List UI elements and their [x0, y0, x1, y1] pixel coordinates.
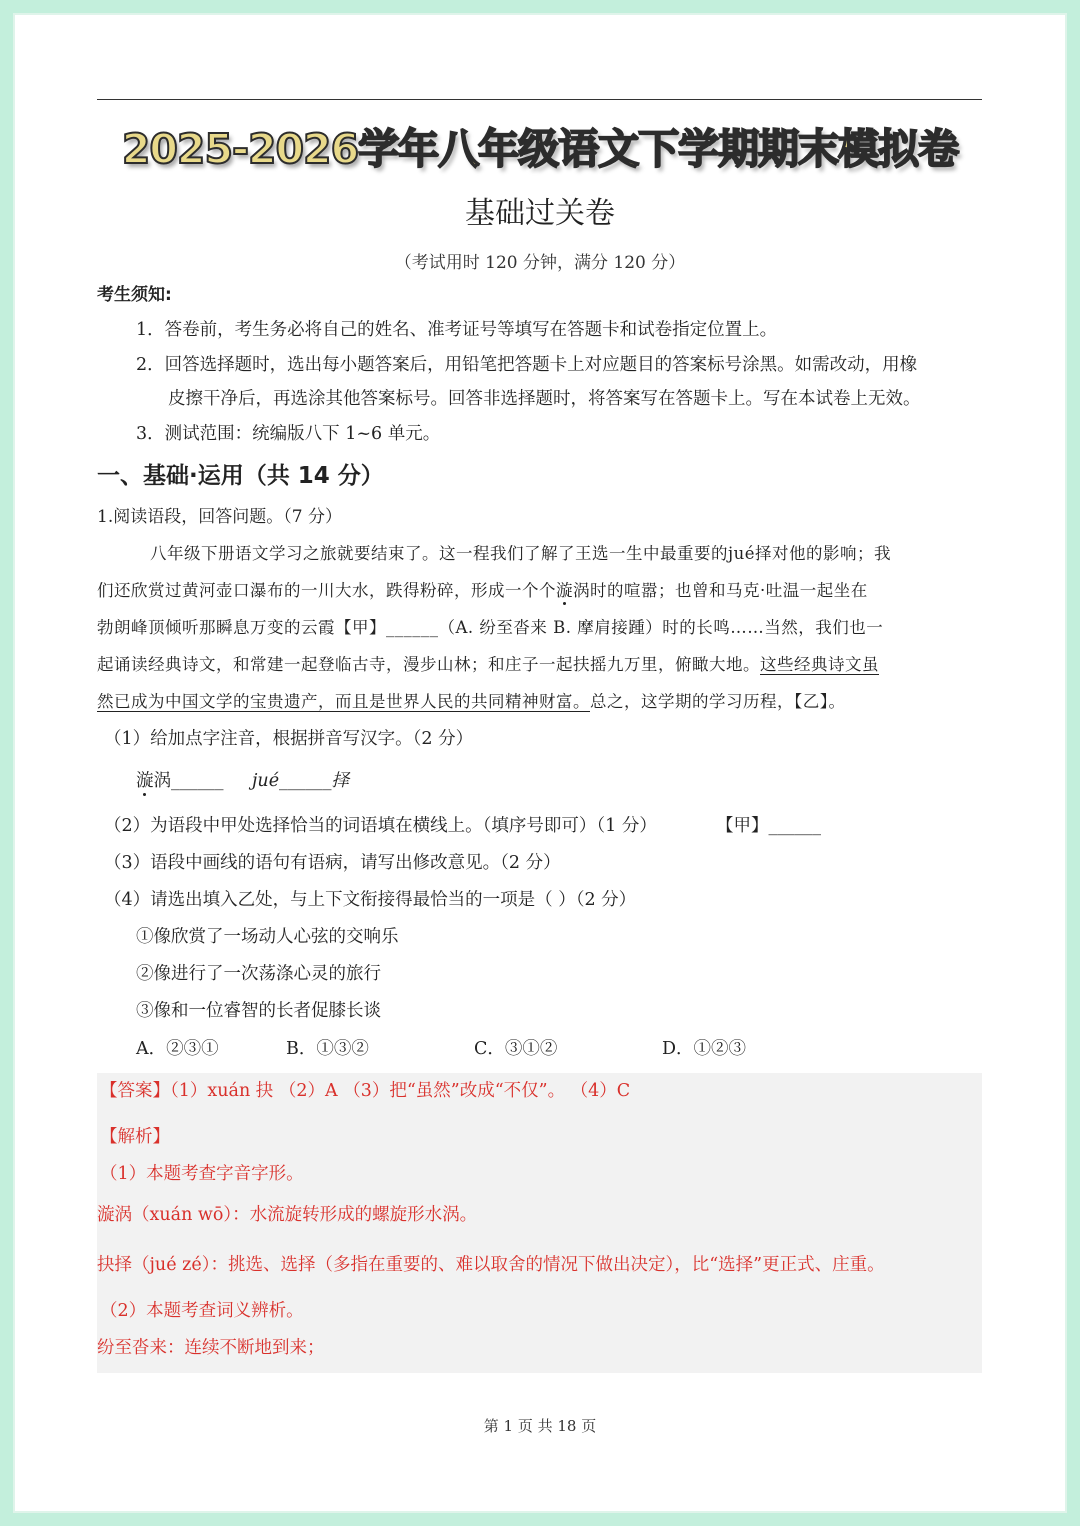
analysis-1: （1）本题考查字音字形。 [100, 1164, 304, 1184]
sub-question-1: （1）给加点字注音，根据拼音写汉字。（2 分） [104, 729, 474, 749]
notice-heading: 考生须知: [97, 285, 172, 305]
option-2: ②像进行了一次荡涤心灵的旅行 [136, 964, 381, 984]
question-1: 1.阅读语段，回答问题。（7 分） [97, 507, 342, 527]
passage-line-2: 们还欣赏过黄河壶口瀑布的一川大水，跌得粉碎，形成一个个漩涡时的喧嚣；也曾和马克·吐温一起坐在 [97, 581, 868, 600]
choice-b: B．①③② [286, 1039, 369, 1059]
notice-item-2-cont: 皮擦干净后，再选涂其他答案标号。回答非选择题时，将答案写在答题卡上。写在本试卷上无效。 [168, 389, 921, 409]
dotted-char-2: 漩 [136, 771, 154, 791]
analysis-heading: 【解析】 [100, 1127, 170, 1147]
choice-c: C．③①② [474, 1039, 558, 1059]
top-rule [97, 99, 982, 100]
analysis-jueze: 抉择（jué zé）：挑选、选择（多指在重要的、难以取舍的情况下做出决定），比“选择”更正式、庄重。 [97, 1255, 885, 1275]
passage-line-5: 然已成为中国文学的宝贵遗产，而且是世界人民的共同精神财富。总之，这学期的学习历程，【乙】。 [97, 692, 846, 711]
analysis-2: （2）本题考查词义辨析。 [100, 1301, 304, 1321]
sub-question-4: （4）请选出填入乙处，与上下文衔接得最恰当的一项是（ ）（2 分） [104, 890, 637, 910]
underlined-sentence: 这些经典诗文虽 [760, 655, 879, 674]
sub1-answer-a: 漩涡______ [136, 771, 224, 791]
jia-blank: 【甲】______ [716, 816, 821, 836]
notice-item-2: 2．回答选择题时，选出每小题答案后，用铅笔把答题卡上对应题目的答案标号涂黑。如需改动，用橡 [136, 355, 918, 375]
exam-info: （考试用时 120 分钟，满分 120 分） [394, 253, 686, 273]
sub1-answer-b: jué______择 [252, 771, 350, 791]
exam-title: 2025-2026学年八年级语文下学期期末模拟卷 [121, 125, 959, 173]
passage-line-1: 八年级下册语文学习之旅就要结束了。这一程我们了解了王选一生中最重要的jué择对他的影响；我 [150, 544, 892, 563]
passage-line-3: 勃朗峰顶倾听那瞬息万变的云霞【甲】______（A. 纷至沓来 B. 摩肩接踵）时的长鸣……当然，我们也一 [97, 618, 884, 637]
notice-item-1: 1．答卷前，考生务必将自己的姓名、准考证号等填写在答题卡和试卷指定位置上。 [136, 320, 778, 340]
exam-subtitle: 基础过关卷 [465, 196, 615, 231]
sub-question-3: （3）语段中画线的语句有语病，请写出修改意见。（2 分） [104, 853, 561, 873]
underlined-sentence-cont: 然已成为中国文学的宝贵遗产，而且是世界人民的共同精神财富。 [97, 692, 590, 711]
analysis-xuanwo: 漩涡（xuán wō）：水流旋转形成的螺旋形水涡。 [97, 1205, 478, 1225]
dotted-char: 漩 [556, 581, 573, 600]
option-3: ③像和一位睿智的长者促膝长谈 [136, 1001, 381, 1021]
analysis-fenzhitalai: 纷至沓来：连续不断地到来； [97, 1338, 325, 1358]
section-heading: 一、基础·运用（共 14 分） [97, 463, 384, 489]
page-number: 第 1 页 共 18 页 [483, 1417, 597, 1435]
passage-line-4: 起诵读经典诗文，和常建一起登临古寺，漫步山林；和庄子一起扶摇九万里，俯瞰大地。这些经典诗文虽 [97, 655, 879, 674]
answer-line: 【答案】（1）xuán 抉 （2）A （3）把“虽然”改成“不仅”。 （4）C [100, 1081, 631, 1101]
sub-question-2: （2）为语段中甲处选择恰当的词语填在横线上。（填序号即可）（1 分） [104, 816, 657, 836]
choice-a: A．②③① [136, 1039, 219, 1059]
notice-item-3: 3．测试范围：统编版八下 1~6 单元。 [136, 424, 441, 444]
choice-d: D．①②③ [662, 1039, 747, 1059]
option-1: ①像欣赏了一场动人心弦的交响乐 [136, 927, 399, 947]
